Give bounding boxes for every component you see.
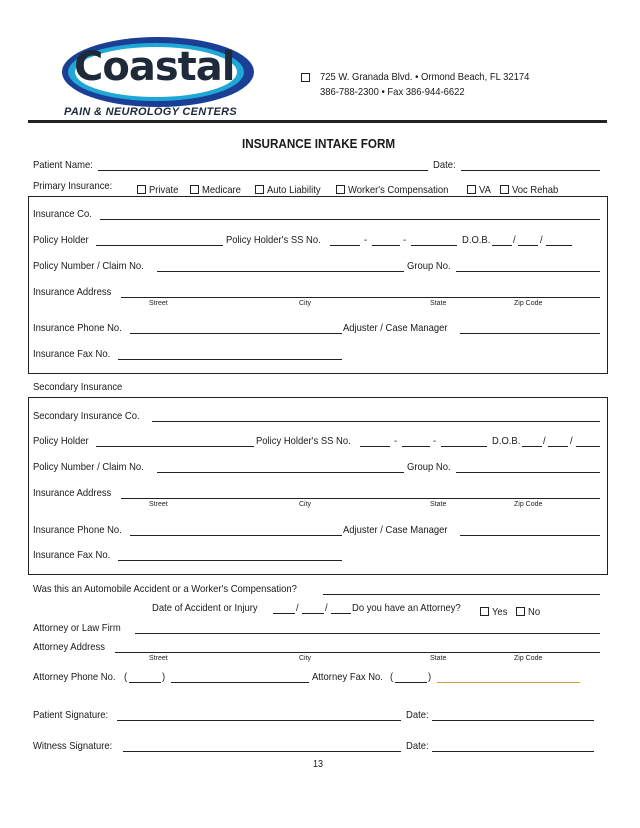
address-zip-label: Zip Code (514, 501, 543, 508)
ssn-part-1[interactable] (330, 245, 360, 246)
secondary-dob-year[interactable] (576, 446, 600, 447)
clinic-address: 725 W. Granada Blvd. • Ormond Beach, FL 32174 (320, 71, 530, 83)
policy-holder-label: Policy Holder (33, 234, 89, 246)
patient-name-label: Patient Name: (33, 159, 93, 171)
logo (60, 30, 260, 122)
witness-signature-label: Witness Signature: (33, 740, 113, 752)
group-no-label: Group No. (407, 260, 451, 272)
checkbox[interactable] (137, 185, 146, 194)
dob-label: D.O.B. (462, 234, 491, 246)
option-medicare[interactable]: Medicare (190, 180, 245, 198)
attorney-address-label: Attorney Address (33, 641, 105, 653)
dob-slash: / (543, 435, 546, 447)
paren-open: ( (390, 671, 394, 683)
secondary-group-no-field[interactable] (456, 472, 600, 473)
witness-signature-date-field[interactable] (432, 751, 594, 752)
patient-name-field[interactable] (98, 170, 428, 171)
ssn-dash: - (394, 435, 398, 447)
address-state-label: State (430, 501, 447, 508)
secondary-insurance-address-label: Insurance Address (33, 487, 112, 499)
paren-close: ) (162, 671, 166, 683)
primary-insurance-label: Primary Insurance: (33, 180, 113, 192)
attorney-firm-label: Attorney or Law Firm (33, 622, 121, 634)
address-street-label: Street (149, 300, 168, 307)
adjuster-label: Adjuster / Case Manager (343, 322, 448, 334)
secondary-insurance-fax-field[interactable] (118, 560, 342, 561)
insurance-co-label: Insurance Co. (33, 208, 92, 220)
ssn-part-3[interactable] (411, 245, 457, 246)
secondary-insurance-co-label: Secondary Insurance Co. (33, 410, 140, 422)
patient-signature-date-field[interactable] (432, 720, 594, 721)
attorney-yes-option[interactable]: Yes (480, 602, 509, 620)
ssn-part-2[interactable] (372, 245, 400, 246)
witness-signature-field[interactable] (123, 751, 401, 752)
adjuster-field[interactable] (460, 333, 600, 334)
secondary-ssn-label: Policy Holder's SS No. (256, 435, 351, 447)
secondary-dob-month[interactable] (522, 446, 542, 447)
attorney-fax-label: Attorney Fax No. (312, 671, 383, 683)
accident-question: Was this an Automobile Accident or a Worker's Compensation? (33, 583, 297, 595)
policy-number-label: Policy Number / Claim No. (33, 260, 144, 272)
address-city-label: City (299, 655, 312, 662)
attorney-fax-field[interactable] (437, 682, 580, 683)
secondary-insurance-heading: Secondary Insurance (33, 381, 123, 393)
secondary-insurance-box (28, 397, 608, 575)
secondary-policy-holder-field[interactable] (96, 446, 254, 447)
dob-year[interactable] (546, 245, 572, 246)
checkbox[interactable] (336, 185, 345, 194)
patient-signature-field[interactable] (117, 720, 401, 721)
address-city-label: City (299, 300, 312, 307)
insurance-phone-label: Insurance Phone No. (33, 322, 122, 334)
secondary-policy-number-label: Policy Number / Claim No. (33, 461, 144, 473)
attorney-fax-area-code[interactable] (395, 682, 427, 683)
ssn-dash: - (433, 435, 437, 447)
secondary-insurance-address-field[interactable] (121, 498, 600, 499)
policy-holder-field[interactable] (96, 245, 223, 246)
option-voc-rehab[interactable]: Voc Rehab (500, 180, 563, 198)
checkbox[interactable] (500, 185, 509, 194)
checkbox[interactable] (467, 185, 476, 194)
secondary-insurance-phone-field[interactable] (130, 535, 342, 536)
policy-number-field[interactable] (157, 271, 404, 272)
option-auto-liability[interactable]: Auto Liability (255, 180, 327, 198)
ssn-dash: - (403, 234, 407, 246)
date-field[interactable] (461, 170, 600, 171)
dob-month[interactable] (492, 245, 512, 246)
witness-signature-date-label: Date: (406, 740, 429, 752)
page-number: 13 (313, 759, 324, 770)
date-slash: / (296, 602, 299, 614)
group-no-field[interactable] (456, 271, 600, 272)
attorney-address-field[interactable] (115, 652, 600, 653)
attorney-question: Do you have an Attorney? (352, 602, 461, 614)
attorney-phone-area-code[interactable] (129, 682, 161, 683)
patient-signature-date-label: Date: (406, 709, 429, 721)
secondary-dob-label: D.O.B. (492, 435, 521, 447)
ssn-label: Policy Holder's SS No. (226, 234, 321, 246)
secondary-policy-holder-label: Policy Holder (33, 435, 89, 447)
secondary-insurance-phone-label: Insurance Phone No. (33, 524, 122, 536)
dob-day[interactable] (518, 245, 538, 246)
secondary-ssn-part-2[interactable] (402, 446, 430, 447)
secondary-ssn-part-3[interactable] (441, 446, 487, 447)
insurance-address-label: Insurance Address (33, 286, 112, 298)
address-zip-label: Zip Code (514, 655, 543, 662)
checkbox[interactable] (255, 185, 264, 194)
secondary-insurance-fax-label: Insurance Fax No. (33, 549, 111, 561)
dob-slash: / (540, 234, 543, 246)
logo-tagline: PAIN & NEUROLOGY CENTERS (64, 106, 238, 118)
primary-insurance-box (28, 196, 608, 374)
attorney-phone-field[interactable] (171, 682, 309, 683)
patient-signature-label: Patient Signature: (33, 709, 109, 721)
attorney-no-option[interactable]: No (516, 602, 541, 620)
option-workers-comp[interactable]: Worker's Compensation (336, 180, 460, 198)
accident-date-label: Date of Accident or Injury (152, 602, 258, 614)
secondary-dob-day[interactable] (548, 446, 568, 447)
accident-answer-field[interactable] (323, 594, 600, 595)
date-label: Date: (433, 159, 456, 171)
address-checkbox (301, 73, 310, 82)
option-private[interactable]: Private (137, 180, 182, 198)
secondary-ssn-part-1[interactable] (360, 446, 390, 447)
address-state-label: State (430, 655, 447, 662)
insurance-address-field[interactable] (121, 297, 600, 298)
address-zip-label: Zip Code (514, 300, 543, 307)
date-slash: / (325, 602, 328, 614)
insurance-fax-field[interactable] (118, 359, 342, 360)
paren-open: ( (124, 671, 128, 683)
dob-slash: / (513, 234, 516, 246)
accident-date-year[interactable] (331, 613, 351, 614)
paren-close: ) (428, 671, 432, 683)
form-title: INSURANCE INTAKE FORM (242, 136, 396, 151)
checkbox[interactable] (480, 607, 489, 616)
dob-slash: / (570, 435, 573, 447)
attorney-firm-field[interactable] (135, 633, 600, 634)
accident-date-day[interactable] (302, 613, 324, 614)
option-va[interactable]: VA (467, 180, 492, 198)
clinic-phone: 386-788-2300 • Fax 386-944-6622 (320, 86, 465, 98)
secondary-insurance-co-field[interactable] (152, 421, 600, 422)
attorney-phone-label: Attorney Phone No. (33, 671, 116, 683)
insurance-fax-label: Insurance Fax No. (33, 348, 111, 360)
insurance-co-field[interactable] (100, 219, 600, 220)
secondary-policy-number-field[interactable] (157, 472, 404, 473)
secondary-adjuster-field[interactable] (460, 535, 600, 536)
address-street-label: Street (149, 501, 168, 508)
address-street-label: Street (149, 655, 168, 662)
address-city-label: City (299, 501, 312, 508)
insurance-phone-field[interactable] (130, 333, 342, 334)
ssn-dash: - (364, 234, 368, 246)
checkbox[interactable] (516, 607, 525, 616)
address-state-label: State (430, 300, 447, 307)
secondary-adjuster-label: Adjuster / Case Manager (343, 524, 448, 536)
secondary-group-no-label: Group No. (407, 461, 451, 473)
logo-word: Coastal (74, 44, 235, 90)
checkbox[interactable] (190, 185, 199, 194)
header-rule (28, 120, 607, 123)
accident-date-month[interactable] (273, 613, 295, 614)
